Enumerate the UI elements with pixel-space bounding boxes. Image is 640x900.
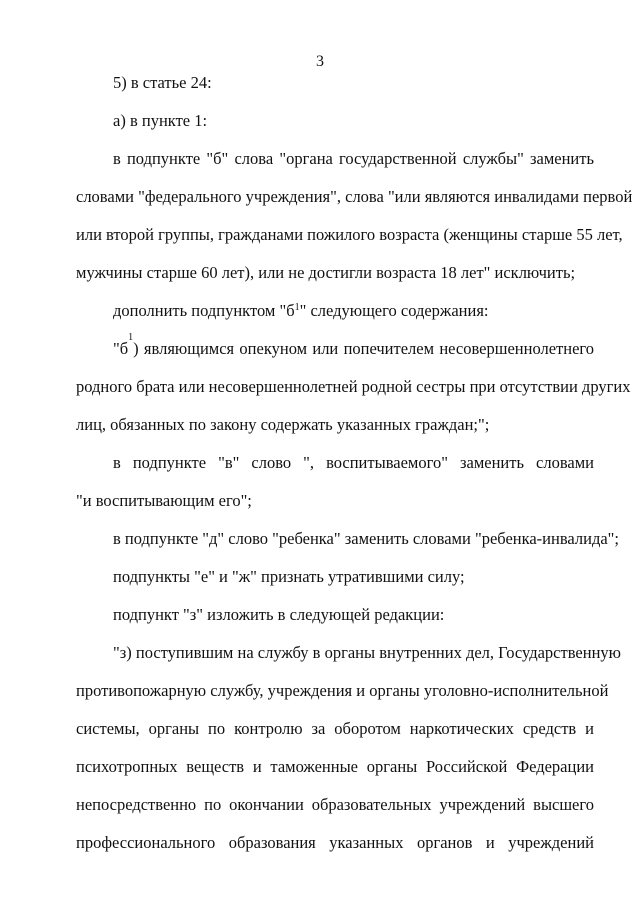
text-line: [113, 332, 594, 360]
text-line: а) в пункте 1:: [113, 111, 208, 130]
text-line: подпункт "з" изложить в следующей редакции:: [113, 605, 445, 624]
text-line: или второй группы, гражданами пожилого возраста (женщины старше 55 лет,: [76, 225, 623, 244]
text-line: [113, 300, 594, 322]
text-line: 5) в статье 24:: [113, 73, 212, 92]
text-line: психотропных веществ и таможенные органы Российской Федерации: [76, 757, 594, 776]
text-segment: "б: [113, 339, 129, 358]
text-line: профессионального образования указанных органов и учреждений: [76, 833, 594, 852]
superscript: 1: [294, 302, 300, 313]
page-number: 3: [316, 53, 324, 70]
text-line: в подпункте "в" слово ", воспитываемого" заменить словами: [113, 453, 594, 472]
text-segment: " следующего содержания:: [299, 301, 489, 320]
superscript: 1: [128, 332, 134, 343]
text-line: системы, органы по контролю за оборотом наркотических средств и: [76, 719, 594, 738]
text-line: словами "федерального учреждения", слова "или являются инвалидами первой: [76, 187, 633, 206]
text-line: противопожарную службу, учреждения и органы уголовно-исполнительной: [76, 681, 609, 700]
text-line: мужчины старше 60 лет), или не достигли возраста 18 лет" исключить;: [76, 263, 576, 282]
text-line: "и воспитывающим его";: [76, 491, 252, 510]
text-line: подпункты "е" и "ж" признать утратившими силу;: [113, 567, 465, 586]
text-line: родного брата или несовершеннолетней родной сестры при отсутствии других: [76, 377, 631, 396]
text-segment: ) являющимся опекуном или попечителем несовершеннолетнего: [133, 339, 594, 358]
text-segment: дополнить подпунктом "б: [113, 301, 295, 320]
text-line: "з) поступившим на службу в органы внутренних дел, Государственную: [113, 643, 621, 662]
text-line: непосредственно по окончании образовательных учреждений высшего: [76, 795, 594, 814]
text-line: лиц, обязанных по закону содержать указанных граждан;";: [76, 415, 490, 434]
text-line: в подпункте "д" слово "ребенка" заменить словами "ребенка-инвалида";: [113, 529, 619, 548]
text-line: в подпункте "б" слова "органа государственной службы" заменить: [113, 149, 594, 168]
